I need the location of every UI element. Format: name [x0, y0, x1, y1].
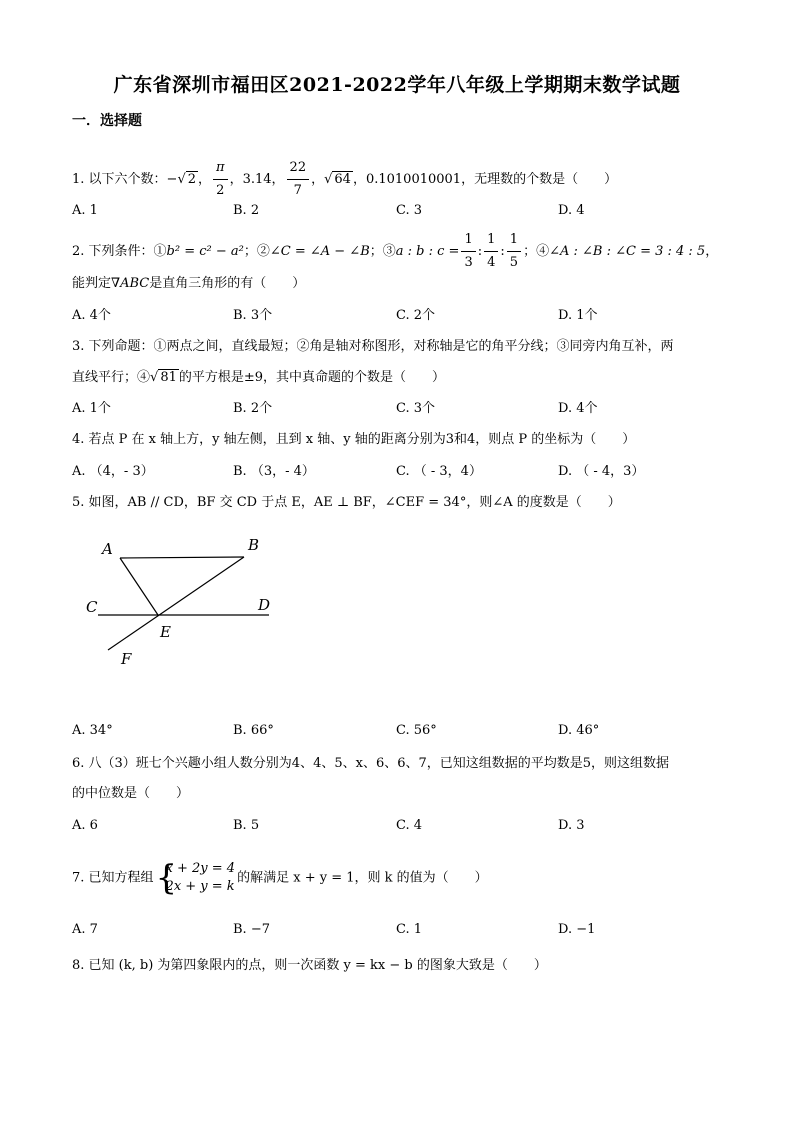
- q3-option-b: B. 2个: [233, 401, 273, 416]
- q3-option-d: D. 4个: [558, 401, 598, 416]
- label-c: C: [86, 598, 98, 616]
- label-d: D: [258, 596, 271, 614]
- q6-option-d: D. 3: [558, 818, 585, 833]
- q5-option-a: A. 34°: [72, 723, 113, 738]
- question-1: 1. 以下六个数：−√ 2 ， $\frac{\pi}{2}$ ，3.14， $\frac{22}{7}$ ，√ 64 ，0.1010010001，无理数的个数是（ ）: [72, 160, 618, 198]
- question-4: 4. 若点 P 在 x 轴上方，y 轴左侧，且到 x 轴、y 轴的距离分别为3和4，则点 P 的坐标为（ ）: [72, 432, 636, 447]
- label-b: B: [248, 536, 260, 554]
- q1-option-c: C. 3: [396, 203, 423, 218]
- fraction-1-over-3: $\frac{1}{3}$: [461, 232, 475, 271]
- q5-option-b: B. 66°: [233, 723, 274, 738]
- label-e: E: [160, 623, 171, 641]
- q7-option-a: A. 7: [72, 922, 98, 937]
- q4-option-a: A. （4，- 3）: [72, 464, 154, 479]
- segment-ab: [120, 557, 244, 558]
- fraction-pi-over-2: $\frac{\pi}{2}$: [213, 160, 228, 199]
- q5-option-c: C. 56°: [396, 723, 437, 738]
- question-3-line-1: 3. 下列命题：①两点之间，直线最短；②角是轴对称图形，对称轴是它的角平分线；③同旁内角互补，两: [72, 339, 674, 354]
- equation-system: { x + 2y = 4 2x + y = k: [155, 858, 236, 898]
- question-3-line-2: 直线平行；④√ 81 的平方根是±9，其中真命题的个数是（ ）: [72, 370, 446, 385]
- q2-option-d: D. 1个: [558, 308, 598, 323]
- sqrt-81: √ 81: [150, 370, 177, 385]
- sqrt-2: √ 2: [177, 172, 197, 187]
- question-2-line-2: 能判定∇ABC是直角三角形的有（ ）: [72, 276, 306, 291]
- question-8: 8. 已知 (k, b) 为第四象限内的点，则一次函数 y = kx − b 的图象大致是（ ）: [72, 958, 547, 973]
- fraction-22-over-7: $\frac{22}{7}$: [287, 160, 310, 199]
- q4-option-b: B. （3，- 4）: [233, 464, 315, 479]
- q2-option-b: B. 3个: [233, 308, 273, 323]
- q1-option-a: A. 1: [72, 203, 98, 218]
- question-5: 5. 如图，AB // CD，BF 交 CD 于点 E，AE ⊥ BF，∠CEF = 34°，则∠A 的度数是（ ）: [72, 495, 621, 510]
- q1-option-b: B. 2: [233, 203, 260, 218]
- q3-option-c: C. 3个: [396, 401, 436, 416]
- q7-option-c: C. 1: [396, 922, 423, 937]
- q7-option-d: D. −1: [558, 922, 596, 937]
- q6-option-c: C. 4: [396, 818, 423, 833]
- q6-option-a: A. 6: [72, 818, 98, 833]
- section-heading: 一．选择题: [72, 113, 142, 129]
- fraction-1-over-5: $\frac{1}{5}$: [507, 232, 521, 271]
- q7-option-b: B. −7: [233, 922, 270, 937]
- q5-option-d: D. 46°: [558, 723, 600, 738]
- label-f: F: [121, 650, 132, 668]
- question-6-line-2: 的中位数是（ ）: [72, 786, 190, 801]
- sqrt-64: √ 64: [324, 172, 351, 187]
- question-7: 7. 已知方程组 { x + 2y = 4 2x + y = k 的解满足 x + y = 1，则 k 的值为（ ）: [72, 858, 488, 898]
- segment-ae: [120, 558, 158, 615]
- fraction-1-over-4: $\frac{1}{4}$: [484, 232, 498, 271]
- q3-option-a: A. 1个: [72, 401, 111, 416]
- label-a: A: [102, 540, 113, 558]
- q4-option-d: D. （ - 4，3）: [558, 464, 645, 479]
- q4-option-c: C. （ - 3，4）: [396, 464, 482, 479]
- q6-option-b: B. 5: [233, 818, 260, 833]
- question-6-line-1: 6. 八（3）班七个兴趣小组人数分别为4、4、5、x、6、6、7，已知这组数据的平均数是5，则这组数据: [72, 756, 670, 771]
- question-2-line-1: 2. 下列条件：①b² = c² − a²；②∠C = ∠A − ∠B；③a : b : c = $\frac{1}{3}$ : $\frac{1}{4}$ : $\frac{1}{5}$ ；④∠A : ∠B : ∠C = 3 : 4 : 5，: [72, 232, 719, 270]
- geometry-figure: [72, 530, 292, 675]
- q1-option-d: D. 4: [558, 203, 585, 218]
- q2-option-a: A. 4个: [72, 308, 111, 323]
- q2-option-c: C. 2个: [396, 308, 436, 323]
- page-title: 广东省深圳市福田区2021-2022学年八年级上学期期末数学试题: [113, 74, 681, 96]
